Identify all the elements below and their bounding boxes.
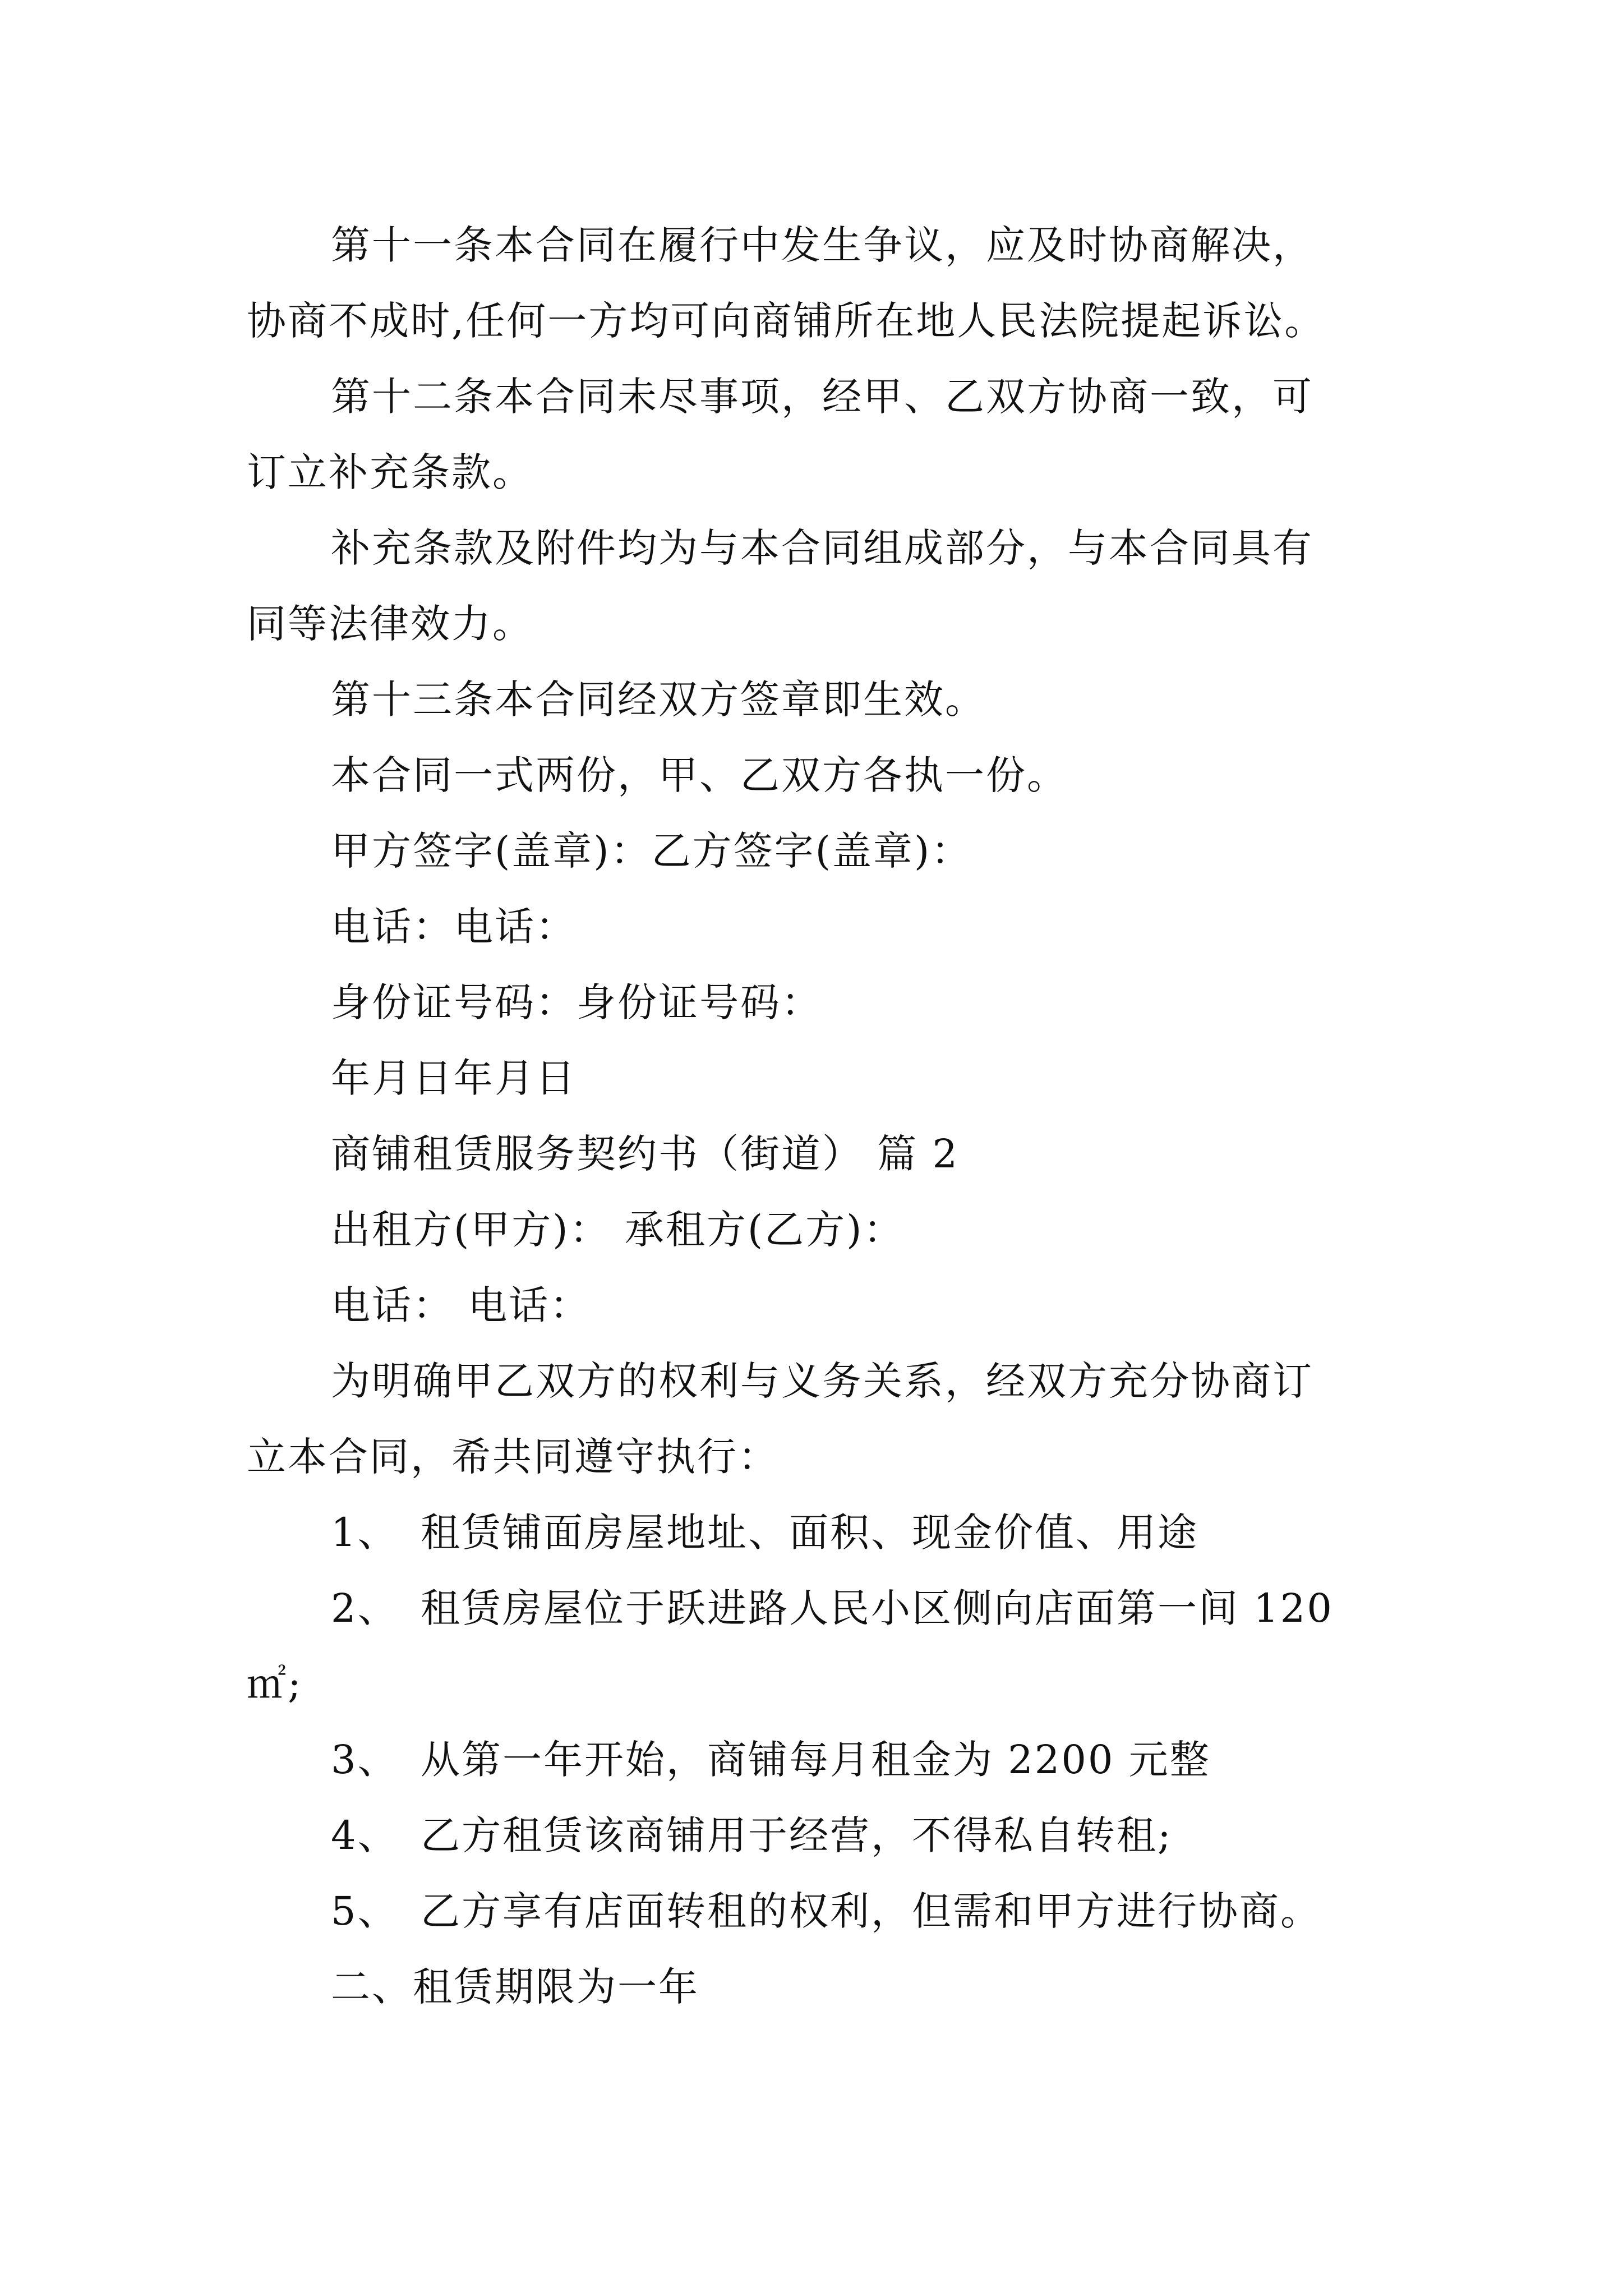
phone-line-2 [247, 1268, 1441, 1343]
text-line: 第十三条本合同经双方签章即生效。 [331, 677, 986, 723]
text-line: 为明确甲乙双方的权利与义务关系，经双方充分协商订 [331, 1358, 1313, 1404]
text-line: 立本合同，希共同遵守执行： [247, 1434, 779, 1480]
text-line: 乙方租赁该商铺用于经营，不得私自转租; [421, 1812, 1173, 1858]
text-line: 从第一年开始，商铺每月租金为 2200 元整 [421, 1737, 1211, 1783]
text-line: 年月日年月日 [331, 1055, 577, 1101]
section-title [247, 1116, 1441, 1192]
text-line: 协商不成时,任何一方均可向商铺所在地人民法院提起诉讼。 [247, 298, 1326, 344]
signature-line [247, 813, 1441, 889]
text-line: 甲方签字(盖章)：乙方签字(盖章)： [331, 828, 972, 874]
document-body [247, 208, 1441, 2025]
text-line: 第十一条本合同在履行中发生争议，应及时协商解决， [331, 222, 1313, 268]
item-number: 5、 [331, 1888, 399, 1934]
parties-line [247, 1192, 1441, 1268]
list-item [247, 1495, 1441, 1571]
text-line: 第十二条本合同未尽事项，经甲、乙双方协商一致，可 [331, 374, 1313, 420]
list-item [247, 1798, 1441, 1874]
text-line: 本合同一式两份，甲、乙双方各执一份。 [331, 752, 1068, 798]
text-line: 出租方(甲方)： 承租方(乙方)： [331, 1207, 905, 1253]
paragraph-supplement [247, 510, 1441, 662]
paragraph-article-12 [247, 359, 1441, 510]
text-line: ㎡; [247, 1661, 303, 1707]
text-line: 商铺租赁服务契约书（街道） 篇 2 [331, 1131, 960, 1177]
text-line: 订立补充条款。 [247, 449, 533, 495]
text-line: 电话：电话： [331, 904, 577, 950]
list-item [247, 1571, 1441, 1722]
text-line: 二、租赁期限为一年 [331, 1964, 699, 2010]
item-number: 1、 [331, 1510, 399, 1556]
item-number: 2、 [331, 1585, 399, 1631]
item-number: 4、 [331, 1812, 399, 1858]
paragraph-purpose [247, 1343, 1441, 1495]
text-line: 租赁房屋位于跃进路人民小区侧向店面第一间 120 [421, 1585, 1334, 1631]
closing-line [247, 1949, 1441, 2025]
text-line: 电话： 电话： [331, 1282, 591, 1328]
paragraph-article-13 [247, 662, 1441, 738]
text-line: 同等法律效力。 [247, 601, 533, 647]
list-item [247, 1722, 1441, 1798]
item-number: 3、 [331, 1737, 399, 1783]
text-line: 租赁铺面房屋地址、面积、现金价值、用途 [421, 1510, 1198, 1556]
paragraph-article-11 [247, 208, 1441, 359]
paragraph-copies [247, 738, 1441, 813]
text-line: 补充条款及附件均为与本合同组成部分，与本合同具有 [331, 525, 1313, 571]
list-item [247, 1874, 1441, 1949]
text-line: 身份证号码：身份证号码： [331, 979, 822, 1025]
date-line [247, 1041, 1441, 1116]
id-number-line [247, 965, 1441, 1041]
text-line: 乙方享有店面转租的权利，但需和甲方进行协商。 [421, 1888, 1321, 1934]
phone-line [247, 889, 1441, 965]
